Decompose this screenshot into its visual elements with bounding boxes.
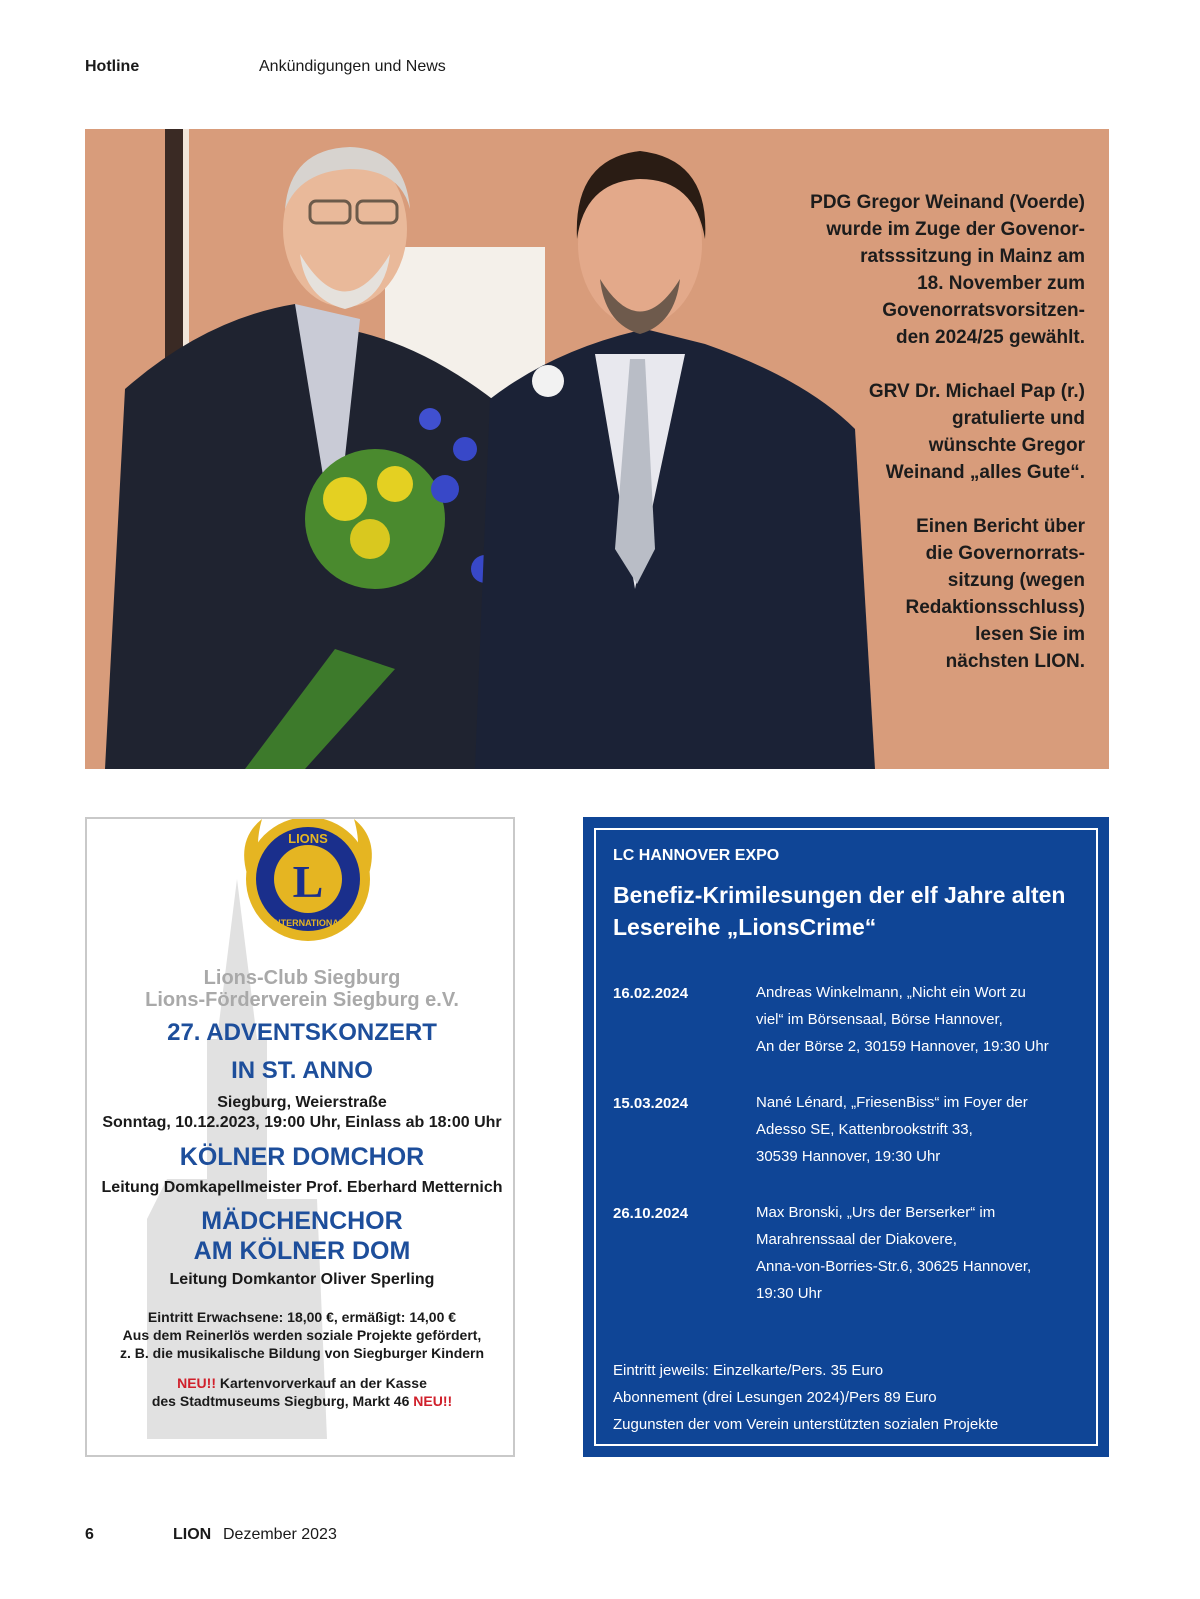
caption-paragraph-3: Einen Bericht über die Governorrats- sitzung (wegen Redaktionsschluss) lesen Sie im nächsten LION. (905, 516, 1085, 672)
presale-line-1 (87, 1375, 515, 1391)
new-tag-2: NEU!! (413, 1393, 453, 1409)
page-number: 6 (85, 1526, 94, 1543)
presale-text-1: Kartenvorverkauf an der Kasse (219, 1375, 427, 1391)
photo-illustration (85, 129, 1109, 769)
concert-title-2: IN ST. ANNO (231, 1057, 373, 1084)
concert-datetime: Sonntag, 10.12.2023, 19:00 Uhr, Einlass ab 18:00 Uhr (102, 1114, 502, 1131)
concert-title-1: 27. ADVENTSKONZERT (167, 1019, 437, 1046)
club-name: Lions-Club Siegburg (203, 967, 401, 989)
magazine-name: LION (173, 1526, 212, 1543)
event-desc-3: Max Bronski, „Urs der Berserker“ im Marahrenssaal der Diakovere, Anna-von-Borries-Str.6, 30625 Hannover, 19:30 Uhr (756, 1204, 1032, 1302)
presale-text-2: des Stadtmuseums Siegburg, Markt 46 (151, 1393, 410, 1409)
choir-1: KÖLNER DOMCHOR (179, 1143, 425, 1171)
choir-2-line-2: AM KÖLNER DOM (193, 1237, 411, 1265)
section-label: Hotline (85, 58, 140, 75)
news-photo (85, 129, 1109, 769)
presale-line-2 (87, 1393, 515, 1409)
choir-1-lead: Leitung Domkapellmeister Prof. Eberhard Metternich (101, 1179, 503, 1196)
choir-2-lead: Leitung Domkantor Oliver Sperling (169, 1271, 435, 1288)
caption-paragraph-2: GRV Dr. Michael Pap (r.) gratulierte und wünschte Gregor Weinand „alles Gute“. (868, 381, 1085, 483)
event-date-3: 26.10.2024 (613, 1205, 689, 1222)
choir-2-line-1: MÄDCHENCHOR (201, 1207, 403, 1235)
proceeds-line-2: z. B. die musikalische Bildung von Siegburger Kindern (119, 1345, 485, 1361)
event-box (583, 817, 1109, 1457)
caption-paragraph-1: PDG Gregor Weinand (Voerde) wurde im Zuge der Govenor- ratsssitzung in Mainz am 18. November zum Govenorratsvorsitzen- den 2024/25 gewählt. (810, 192, 1085, 348)
section-topic: Ankündigungen und News (259, 58, 446, 75)
new-tag: NEU!! (177, 1375, 216, 1391)
event-desc-1: Andreas Winkelmann, „Nicht ein Wort zu viel“ im Börsensaal, Börse Hannover, An der Börse 2, 30159 Hannover, 19:30 Uhr (756, 984, 1049, 1055)
photo-caption (755, 189, 1085, 702)
event-footer: Eintritt jeweils: Einzelkarte/Pers. 35 Euro Abonnement (drei Lesungen 2024)/Pers 89 Euro Zugunsten der vom Verein unterstützten sozialen Projekte (613, 1362, 999, 1433)
verein-name: Lions-Förderverein Siegburg e.V. (145, 989, 459, 1011)
lions-logo (227, 817, 389, 959)
proceeds-line-1: Aus dem Reinerlös werden soziale Projekte gefördert, (122, 1327, 482, 1343)
concert-card (85, 817, 515, 1457)
event-date-2: 15.03.2024 (613, 1095, 689, 1112)
event-desc-2: Nané Lénard, „FriesenBiss“ im Foyer der Adesso SE, Kattenbrookstrift 33, 30539 Hannover, 19:30 Uhr (756, 1094, 1028, 1165)
event-club-label: LC HANNOVER EXPO (613, 847, 780, 864)
logo-bottom-text: INTERNATIONAL (271, 918, 345, 928)
logo-letter: L (292, 856, 324, 907)
concert-place: Siegburg, Weierstraße (217, 1094, 387, 1111)
logo-top-text: LIONS (288, 831, 328, 846)
event-title: Benefiz-Krimilesungen der elf Jahre alten Lesereihe „LionsCrime“ (613, 882, 1066, 940)
event-date-1: 16.02.2024 (613, 985, 689, 1002)
admission-fee: Eintritt Erwachsene: 18,00 €, ermäßigt: 14,00 € (147, 1309, 457, 1325)
issue-date: Dezember 2023 (223, 1526, 337, 1543)
